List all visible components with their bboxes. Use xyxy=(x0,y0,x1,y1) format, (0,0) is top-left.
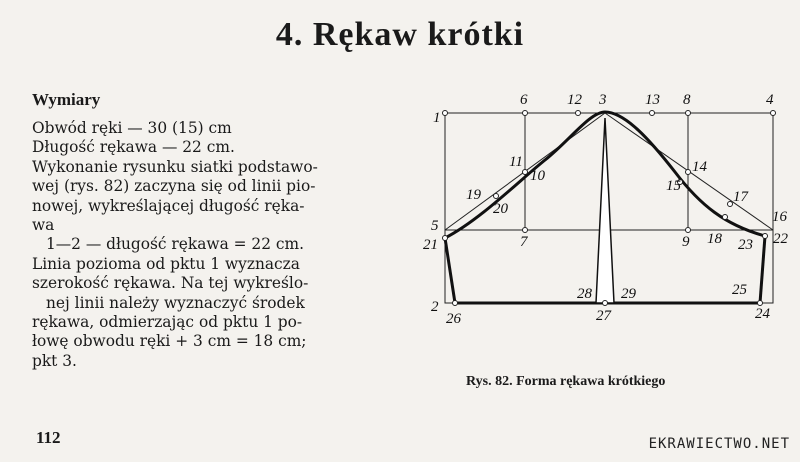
point-label-22: 22 xyxy=(773,231,788,247)
point-label-6: 6 xyxy=(520,92,528,108)
body-line: 1—2 — długość rękawa = 22 cm. xyxy=(46,235,305,254)
point-label-23: 23 xyxy=(738,237,753,253)
point-label-20: 20 xyxy=(493,201,508,217)
point-label-24: 24 xyxy=(755,306,770,322)
point-label-5: 5 xyxy=(431,218,439,234)
point-label-13: 13 xyxy=(645,92,660,108)
page-number: 112 xyxy=(36,428,61,447)
point-label-19: 19 xyxy=(466,187,481,203)
point-label-4: 4 xyxy=(766,92,774,108)
point-label-14: 14 xyxy=(692,159,707,175)
body-line: pkt 3. xyxy=(32,351,77,370)
point-label-12: 12 xyxy=(567,92,582,108)
point-label-18: 18 xyxy=(707,231,722,247)
point-label-1: 1 xyxy=(433,110,441,126)
body-line: Linia pozioma od pktu 1 wyznacza xyxy=(32,254,300,273)
body-line: szerokość rękawa. Na tej wykreślo- xyxy=(32,274,309,293)
point-label-21: 21 xyxy=(423,237,438,253)
point-label-7: 7 xyxy=(520,234,528,250)
point-label-17: 17 xyxy=(733,189,748,205)
body-line: nowej, wykreślającej długość ręka- xyxy=(32,196,305,215)
center-dart xyxy=(596,118,614,303)
point-label-11: 11 xyxy=(509,154,523,170)
point-label-15: 15 xyxy=(666,178,681,194)
point-label-8: 8 xyxy=(683,92,691,108)
figure-caption: Rys. 82. Forma rękawa krótkiego xyxy=(466,374,666,389)
body-line: łowę obwodu ręki + 3 cm = 18 cm; xyxy=(32,332,307,351)
body-line: wej (rys. 82) zaczyna się od linii pio- xyxy=(32,177,316,196)
point-label-26: 26 xyxy=(446,311,461,327)
point-label-29: 29 xyxy=(621,286,636,302)
point-label-25: 25 xyxy=(732,282,747,298)
watermark: EKRAWIECTWO.NET xyxy=(648,436,790,452)
page-title: 4. Rękaw krótki xyxy=(275,16,525,53)
body-line: nej linii należy wyznaczyć środek xyxy=(46,293,305,312)
point-label-27: 27 xyxy=(596,308,611,324)
dart xyxy=(596,118,614,303)
point-label-2: 2 xyxy=(431,299,439,315)
body-line: wa xyxy=(32,216,55,235)
side-seam-left xyxy=(445,238,455,303)
point-label-28: 28 xyxy=(577,286,592,302)
section-title: Wymiary xyxy=(32,90,101,109)
body-line: Wykonanie rysunku siatki podstawo- xyxy=(32,157,318,176)
point-label-9: 9 xyxy=(682,234,690,250)
body-line: rękawa, odmierzając od pktu 1 po- xyxy=(32,313,303,332)
side-seam-right xyxy=(760,236,765,303)
point-label-3: 3 xyxy=(599,92,607,108)
point-label-10: 10 xyxy=(530,168,545,184)
body-line: Długość rękawa — 22 cm. xyxy=(32,138,235,157)
body-line: Obwód ręki — 30 (15) cm xyxy=(32,119,232,137)
point-label-16: 16 xyxy=(772,209,787,225)
